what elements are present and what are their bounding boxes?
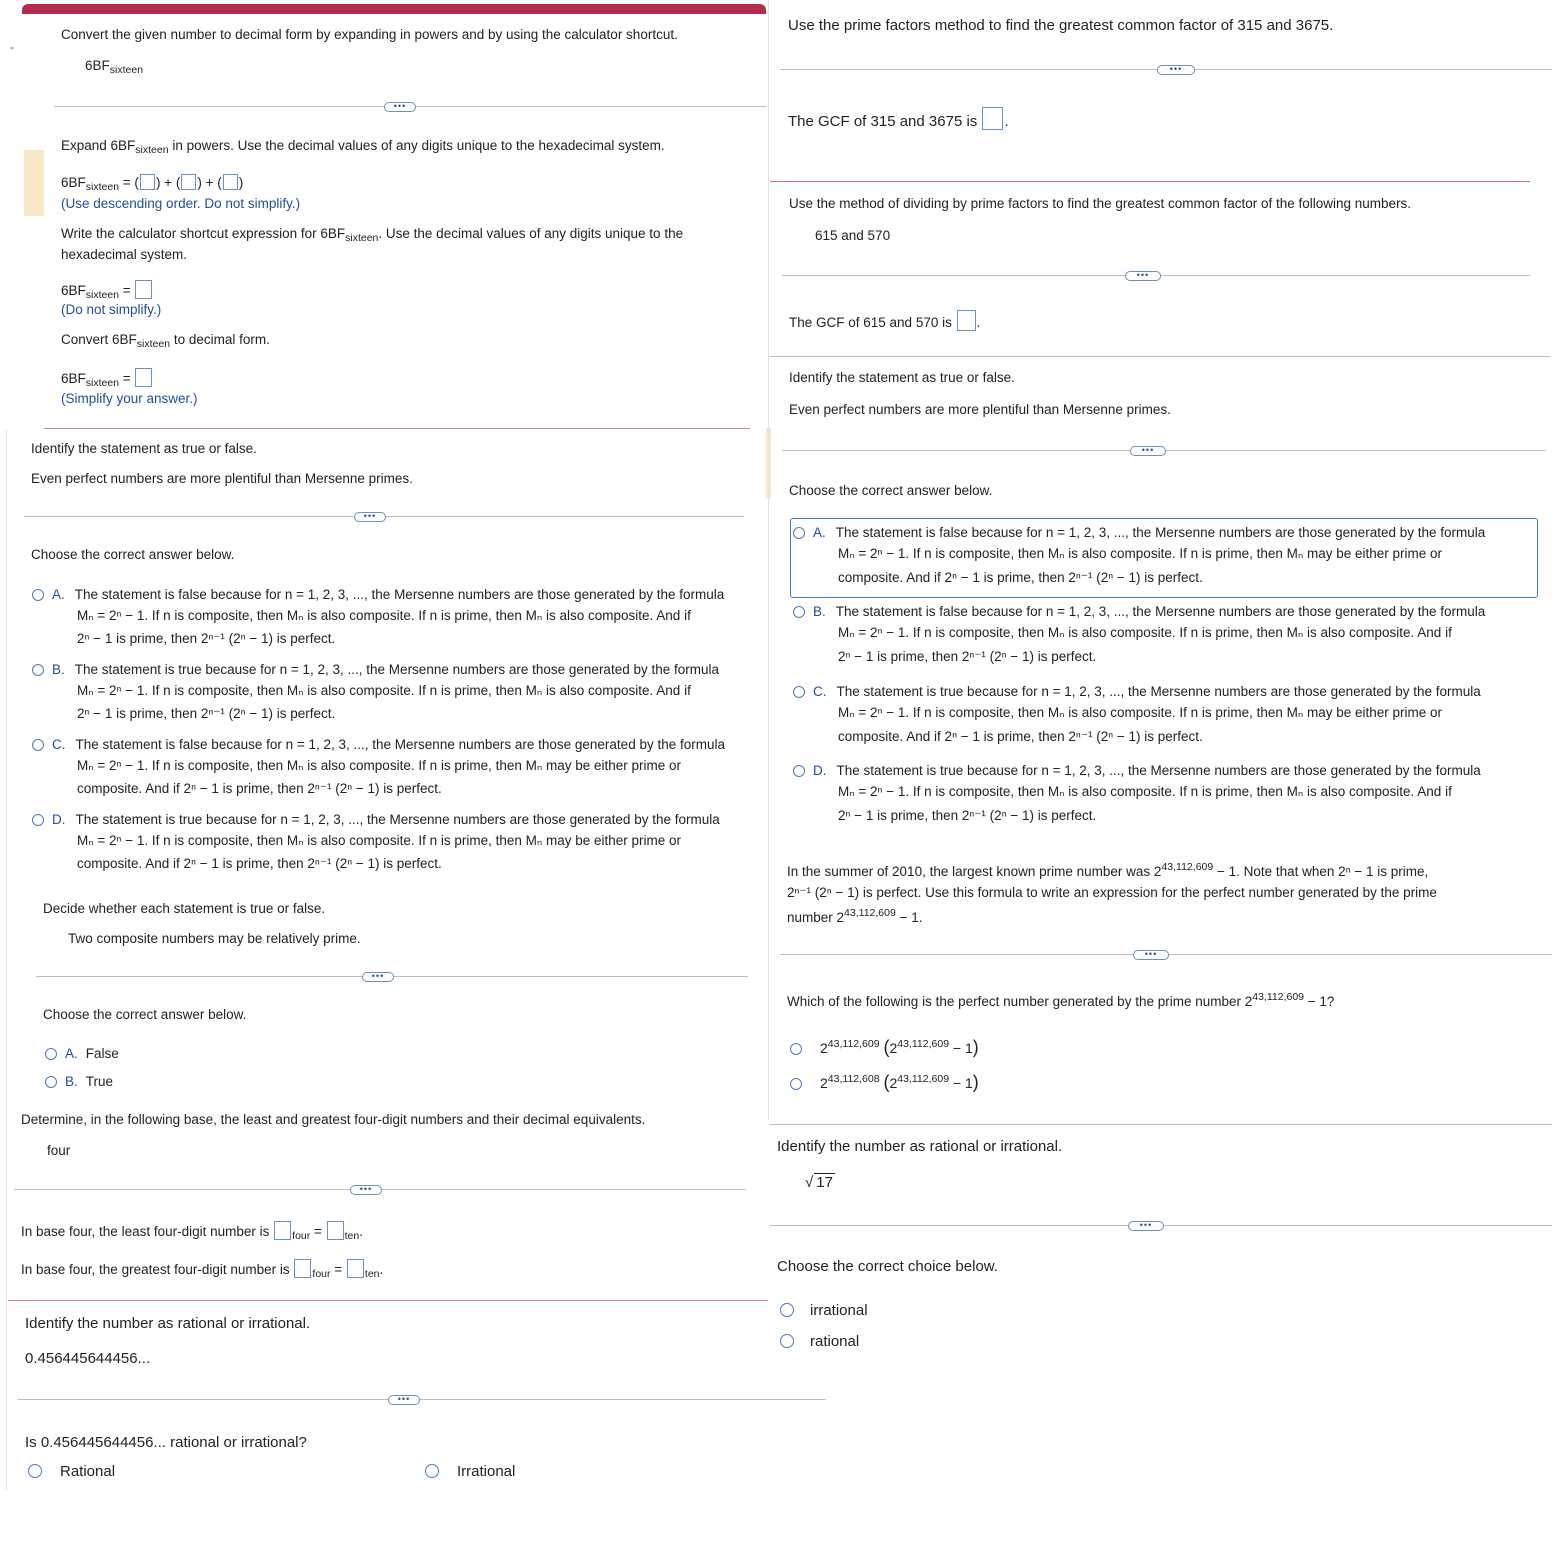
r3-option-c[interactable]: C. The statement is true because for n = 1, 2, 3, ..., the Mersenne numbers are those generated by the formula Mₙ = 2ⁿ − 1. If n is composite, then Mₙ is also composite. If n is prime, then Mₙ may be either prime or composite. And if 2ⁿ − 1 is prime, then 2ⁿ⁻¹ (2ⁿ − 1) is perfect.: [793, 681, 1481, 750]
r4-question: Which of the following is the perfect number generated by the prime number $2^{43,112,609} - 1$?: [787, 991, 1335, 1009]
r4-option-2[interactable]: 2$^{43,112,608}$ $(2^{43,112,609} - 1)$: [790, 1068, 979, 1094]
column-divider: [768, 0, 769, 1120]
radio-button[interactable]: [32, 664, 44, 676]
r3-choose: Choose the correct answer below.: [789, 483, 993, 498]
radio-button[interactable]: [425, 1464, 439, 1478]
radio-button[interactable]: [28, 1464, 42, 1478]
left-border: [6, 430, 7, 1490]
answer-box[interactable]: [982, 107, 1003, 130]
dash-marker: -: [10, 40, 14, 54]
radio-button[interactable]: [793, 686, 805, 698]
p3-option-b[interactable]: B. True: [45, 1071, 113, 1093]
r5-option-rational[interactable]: rational: [780, 1331, 859, 1353]
side-highlight: [24, 150, 44, 216]
p1-note3: (Simplify your answer.): [61, 391, 198, 406]
r5-instruction: Identify the number as rational or irrational.: [777, 1138, 1063, 1155]
radio-button[interactable]: [790, 1078, 802, 1090]
p1-number: $6BF_{sixteen}$: [85, 58, 144, 76]
r3-option-d[interactable]: D. The statement is true because for n = 1, 2, 3, ..., the Mersenne numbers are those generated by the formula Mₙ = 2ⁿ − 1. If n is composite, then Mₙ is also composite. If n is prime, then Mₙ is also composite. And if 2ⁿ − 1 is prime, then 2ⁿ⁻¹ (2ⁿ − 1) is perfect.: [793, 760, 1481, 829]
p5-instruction: Identify the number as rational or irrational.: [25, 1315, 311, 1332]
radio-button[interactable]: [32, 739, 44, 751]
p5-option-rational[interactable]: Rational: [28, 1461, 115, 1483]
r3-instruction: Identify the statement as true or false.: [789, 370, 1015, 385]
r2-instruction: Use the method of dividing by prime factors to find the greatest common factor of the following numbers.: [789, 196, 1412, 211]
p4-greatest: In base four, the greatest four-digit number is $_{four}$ = $_{ten}$.: [21, 1259, 383, 1281]
p5-option-irrational[interactable]: Irrational: [425, 1461, 515, 1483]
r2-numbers: 615 and 570: [815, 228, 891, 243]
r5-radical: √ 17: [805, 1174, 833, 1191]
radio-button[interactable]: [793, 527, 805, 539]
expand-dots-button[interactable]: •••: [1133, 950, 1169, 960]
divider: [770, 181, 1530, 182]
r1-answer: The GCF of 315 and 3675 is .: [788, 107, 1009, 130]
divider: [770, 356, 1550, 357]
p1-expand-equation: $6BF_{sixteen}$ = ( ) + ( ) + ( ): [61, 175, 244, 193]
p2-statement: Even perfect numbers are more plentiful than Mersenne primes.: [31, 471, 413, 486]
expand-dots-button[interactable]: •••: [1125, 271, 1161, 281]
r3-option-b[interactable]: B. The statement is false because for n = 1, 2, 3, ..., the Mersenne numbers are those generated by the formula Mₙ = 2ⁿ − 1. If n is composite, then Mₙ is also composite. If n is prime, then Mₙ is also composite. And if 2ⁿ − 1 is prime, then 2ⁿ⁻¹ (2ⁿ − 1) is perfect.: [793, 601, 1485, 670]
p4-least: In base four, the least four-digit number is $_{four}$ = $_{ten}$.: [21, 1221, 363, 1243]
expand-dots-button[interactable]: •••: [362, 972, 394, 982]
r1-instruction: Use the prime factors method to find the greatest common factor of 315 and 3675.: [788, 17, 1334, 34]
p4-instruction: Determine, in the following base, the least and greatest four-digit numbers and their decimal equivalents.: [21, 1112, 646, 1127]
answer-box[interactable]: [347, 1259, 364, 1278]
answer-box[interactable]: [135, 368, 152, 387]
expand-dots-button[interactable]: •••: [1157, 65, 1195, 75]
p1-shortcut-prompt: Write the calculator shortcut expression for $6BF_{sixteen}$. Use the decimal values of any digits unique to the: [61, 226, 684, 244]
p2-option-b[interactable]: B. The statement is true because for n = 1, 2, 3, ..., the Mersenne numbers are those generated by the formula Mₙ = 2ⁿ − 1. If n is composite, then Mₙ is also composite. If n is prime, then Mₙ is also composite. And if 2ⁿ − 1 is prime, then 2ⁿ⁻¹ (2ⁿ − 1) is perfect.: [32, 659, 719, 727]
p1-convert-equation: $6BF_{sixteen}$ =: [61, 368, 153, 390]
p2-option-d[interactable]: D. The statement is true because for n = 1, 2, 3, ..., the Mersenne numbers are those generated by the formula Mₙ = 2ⁿ − 1. If n is composite, then Mₙ is also composite. If n is prime, then Mₙ may be either prime or composite. And if 2ⁿ − 1 is prime, then 2ⁿ⁻¹ (2ⁿ − 1) is perfect.: [32, 809, 720, 877]
r4-option-1[interactable]: 2$^{43,112,609}$ $(2^{43,112,609} - 1)$: [790, 1033, 979, 1059]
p3-instruction: Decide whether each statement is true or false.: [43, 901, 326, 916]
divider: [770, 1124, 1552, 1125]
answer-box[interactable]: [223, 174, 238, 190]
p1-convert-prompt: Convert $6BF_{sixteen}$ to decimal form.: [61, 332, 270, 350]
p1-shortcut-equation: $6BF_{sixteen}$ =: [61, 280, 153, 302]
divider: [8, 1300, 768, 1301]
p4-base: four: [47, 1143, 71, 1158]
radio-button[interactable]: [793, 606, 805, 618]
r4-prompt: In the summer of 2010, the largest known prime number was $2^{43,112,609} - 1$. Note that when 2ⁿ − 1 is prime, 2ⁿ⁻¹ (2ⁿ − 1) is perfect. Use this formula to write an expression for the perfect number generated by the prime number $2^{43,112,609} - 1$.: [787, 861, 1437, 925]
radio-button[interactable]: [45, 1076, 57, 1088]
radio-button[interactable]: [793, 765, 805, 777]
p2-option-c[interactable]: C. The statement is false because for n = 1, 2, 3, ..., the Mersenne numbers are those generated by the formula Mₙ = 2ⁿ − 1. If n is composite, then Mₙ is also composite. If n is prime, then Mₙ may be either prime or composite. And if 2ⁿ − 1 is prime, then 2ⁿ⁻¹ (2ⁿ − 1) is perfect.: [32, 734, 725, 802]
radio-button[interactable]: [32, 589, 44, 601]
p1-note2: (Do not simplify.): [61, 302, 162, 317]
top-accent-bar: [22, 4, 766, 14]
radio-button[interactable]: [780, 1303, 794, 1317]
expand-dots-button[interactable]: •••: [1130, 446, 1166, 456]
p1-shortcut-prompt2: hexadecimal system.: [61, 247, 188, 262]
r5-choose: Choose the correct choice below.: [777, 1258, 998, 1275]
r3-statement: Even perfect numbers are more plentiful than Mersenne primes.: [789, 402, 1171, 417]
p5-question: Is 0.456445644456... rational or irrational?: [25, 1434, 307, 1451]
expand-dots-button[interactable]: •••: [1128, 1221, 1164, 1231]
p2-instruction: Identify the statement as true or false.: [31, 441, 257, 456]
p3-option-a[interactable]: A. False: [45, 1043, 119, 1065]
p1-expand-prompt: Expand $6BF_{sixteen}$ in powers. Use the decimal values of any digits unique to the hexadecimal system.: [61, 138, 665, 156]
p1-instruction: Convert the given number to decimal form by expanding in powers and by using the calculator shortcut.: [61, 27, 678, 42]
p3-statement: Two composite numbers may be relatively prime.: [68, 931, 361, 946]
answer-box[interactable]: [274, 1221, 291, 1240]
answer-box[interactable]: [327, 1221, 344, 1240]
radio-button[interactable]: [45, 1048, 57, 1060]
p2-choose: Choose the correct answer below.: [31, 547, 235, 562]
radio-button[interactable]: [790, 1043, 802, 1055]
expand-dots-button[interactable]: •••: [388, 1395, 420, 1405]
expand-dots-button[interactable]: •••: [384, 102, 416, 112]
radio-button[interactable]: [780, 1334, 794, 1348]
answer-box[interactable]: [181, 174, 196, 190]
radio-button[interactable]: [32, 814, 44, 826]
divider: [44, 428, 750, 429]
answer-box[interactable]: [140, 174, 155, 190]
p3-choose: Choose the correct answer below.: [43, 1007, 247, 1022]
r5-option-irrational[interactable]: irrational: [780, 1300, 868, 1322]
expand-dots-button[interactable]: •••: [354, 512, 386, 522]
r3-option-a[interactable]: A. The statement is false because for n = 1, 2, 3, ..., the Mersenne numbers are those generated by the formula Mₙ = 2ⁿ − 1. If n is composite, then Mₙ is also composite. If n is prime, then Mₙ may be either prime or composite. And if 2ⁿ − 1 is prime, then 2ⁿ⁻¹ (2ⁿ − 1) is perfect.: [793, 522, 1485, 591]
p1-note1: (Use descending order. Do not simplify.): [61, 196, 301, 211]
expand-dots-button[interactable]: •••: [350, 1185, 382, 1195]
r2-answer: The GCF of 615 and 570 is .: [789, 310, 980, 331]
answer-box[interactable]: [294, 1259, 311, 1278]
divider: [18, 1399, 826, 1400]
p2-option-a[interactable]: A. The statement is false because for n = 1, 2, 3, ..., the Mersenne numbers are those generated by the formula Mₙ = 2ⁿ − 1. If n is composite, then Mₙ is also composite. If n is prime, then Mₙ is also composite. And if 2ⁿ − 1 is prime, then 2ⁿ⁻¹ (2ⁿ − 1) is perfect.: [32, 584, 724, 652]
answer-box[interactable]: [957, 310, 976, 331]
answer-box[interactable]: [135, 280, 152, 299]
p5-number: 0.456445644456...: [25, 1350, 151, 1367]
